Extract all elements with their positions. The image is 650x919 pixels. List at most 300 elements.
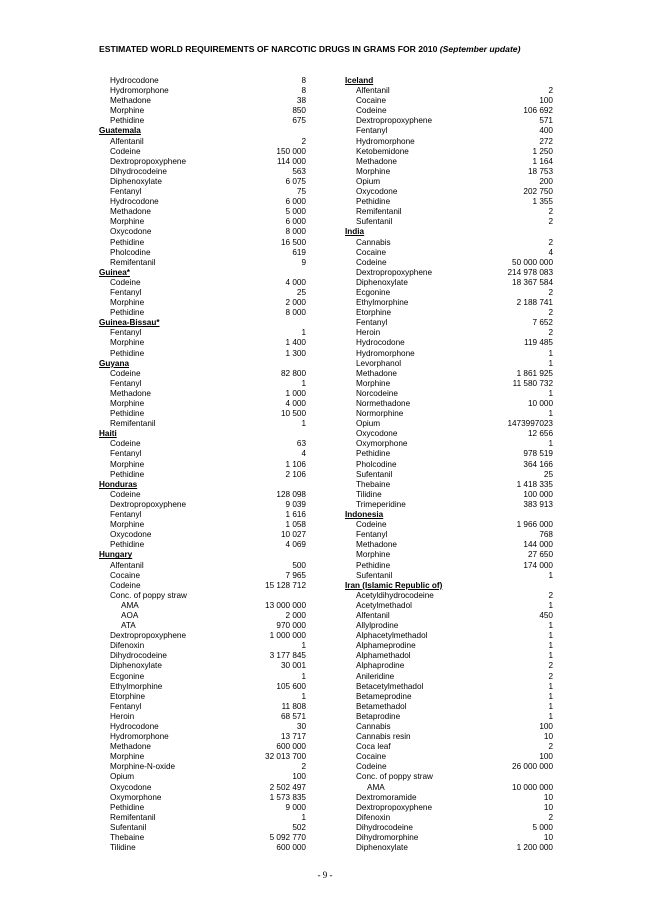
- country-name: Guyana: [99, 358, 130, 368]
- drug-name: Difenoxin: [110, 641, 145, 651]
- requirement-value: 7 965: [285, 570, 306, 580]
- drug-row: [345, 379, 553, 389]
- drug-row: [345, 318, 553, 328]
- requirement-value: 2: [548, 237, 553, 247]
- drug-name: Heroin: [110, 711, 135, 721]
- drug-row: [99, 157, 306, 167]
- requirement-value: 100: [292, 772, 306, 782]
- drug-row: [345, 500, 553, 510]
- drug-name: Pethidine: [356, 197, 391, 207]
- requirement-value: 1: [548, 600, 553, 610]
- drug-name: Methadone: [110, 207, 151, 217]
- drug-name: AMA: [121, 600, 139, 610]
- drug-name: Diphenoxylate: [356, 277, 408, 287]
- requirement-value: 1 200 000: [516, 843, 553, 853]
- drug-name: Coca leaf: [356, 742, 391, 752]
- drug-name: Ecgonine: [110, 671, 145, 681]
- requirement-value: 5 092 770: [269, 833, 306, 843]
- drug-name: Hydrocodone: [356, 338, 405, 348]
- requirement-value: 1473997023: [507, 419, 553, 429]
- drug-name: Dihydrocodeine: [110, 166, 167, 176]
- requirement-value: 11 808: [281, 701, 306, 711]
- requirement-value: 1 573 835: [269, 792, 306, 802]
- requirement-value: 2: [548, 207, 553, 217]
- title-emphasis: (September update): [439, 44, 521, 54]
- drug-row: [99, 611, 306, 621]
- requirement-value: 10 000 000: [512, 782, 553, 792]
- requirement-value: 4 000: [285, 399, 306, 408]
- requirement-value: 10 027: [280, 530, 306, 540]
- drug-name: Dextropropoxyphene: [110, 499, 187, 509]
- drug-name: Oxycodone: [356, 187, 398, 197]
- drug-name: Codeine: [110, 368, 141, 378]
- requirement-value: 7 652: [532, 318, 553, 328]
- drug-row: [99, 187, 306, 197]
- drug-name: Pethidine: [110, 802, 145, 812]
- drug-name: Morphine: [356, 378, 391, 388]
- drug-row: [99, 449, 306, 459]
- requirement-value: 1: [548, 348, 553, 358]
- drug-name: Oxycodone: [110, 530, 152, 540]
- drug-name: Hydromorphone: [110, 732, 169, 742]
- requirement-value: 600 000: [276, 843, 306, 853]
- requirement-value: 850: [292, 106, 306, 116]
- drug-name: Etorphine: [356, 308, 392, 318]
- drug-row: [99, 288, 306, 298]
- drug-name: Alphacetylmethadol: [356, 631, 428, 641]
- drug-row: [99, 116, 306, 126]
- country-heading: [99, 126, 306, 136]
- drug-row: [345, 530, 553, 540]
- drug-row: [345, 520, 553, 530]
- requirement-value: 13 000 000: [265, 600, 306, 610]
- requirement-value: 2: [548, 287, 553, 297]
- requirement-value: 1 355: [532, 197, 553, 207]
- drug-name: Morphine: [110, 338, 145, 348]
- drug-name: Opium: [110, 772, 135, 782]
- drug-row: [345, 460, 553, 470]
- drug-name: Cannabis: [356, 237, 391, 247]
- requirement-value: 768: [539, 530, 553, 540]
- drug-row: [99, 702, 306, 712]
- requirement-value: 1: [301, 419, 306, 429]
- requirement-value: 100: [539, 752, 553, 762]
- drug-row: [345, 298, 553, 308]
- drug-row: [345, 439, 553, 449]
- title-main: ESTIMATED WORLD REQUIREMENTS OF NARCOTIC DRUGS IN GRAMS FOR 2010: [99, 44, 440, 54]
- drug-row: [99, 661, 306, 671]
- drug-name: Morphine: [356, 166, 391, 176]
- drug-row: [99, 651, 306, 661]
- drug-row: [99, 571, 306, 581]
- drug-row: [345, 328, 553, 338]
- drug-name: Fentanyl: [110, 701, 142, 711]
- drug-row: [345, 571, 553, 581]
- drug-name: Pethidine: [356, 560, 391, 570]
- drug-name: Sufentanil: [110, 822, 147, 832]
- drug-row: [345, 258, 553, 268]
- drug-name: Morphine: [356, 550, 391, 560]
- drug-row: [345, 409, 553, 419]
- drug-row: [345, 833, 553, 843]
- requirement-value: 16 500: [280, 237, 306, 247]
- drug-name: Betaprodine: [356, 711, 401, 721]
- drug-row: [99, 349, 306, 359]
- left-column: [99, 76, 306, 853]
- requirement-value: 27 650: [527, 550, 553, 560]
- requirement-value: 30: [296, 722, 306, 731]
- drug-row: [345, 591, 553, 601]
- requirement-value: 1: [548, 570, 553, 580]
- requirement-value: 25: [543, 469, 553, 479]
- country-heading: [99, 480, 306, 490]
- requirement-value: 1: [548, 439, 553, 449]
- drug-name: Ethylmorphine: [356, 298, 409, 308]
- drug-row: [99, 238, 306, 248]
- drug-name: ATA: [121, 621, 136, 631]
- requirement-value: 8: [301, 76, 306, 85]
- drug-row: [99, 419, 306, 429]
- requirement-value: 174 000: [523, 560, 553, 570]
- requirement-value: 4 069: [285, 540, 306, 550]
- requirement-value: 2 188 741: [516, 298, 553, 308]
- drug-row: [99, 581, 306, 591]
- drug-name: Pethidine: [110, 237, 145, 247]
- drug-name: Morphine: [110, 399, 145, 408]
- right-column: [345, 76, 553, 853]
- drug-row: [99, 389, 306, 399]
- drug-row: [99, 803, 306, 813]
- drug-row: [99, 833, 306, 843]
- requirement-value: 1 966 000: [516, 520, 553, 530]
- drug-row: [345, 752, 553, 762]
- requirement-value: 1: [301, 328, 306, 338]
- requirement-value: 5 000: [285, 207, 306, 217]
- drug-name: Dextropropoxyphene: [356, 116, 433, 126]
- drug-name: Pethidine: [110, 116, 145, 126]
- drug-name: Hydromorphone: [356, 348, 415, 358]
- drug-row: [345, 692, 553, 702]
- requirement-value: 502: [292, 822, 306, 832]
- drug-name: Dihydromorphine: [356, 833, 419, 843]
- country-heading: [345, 227, 553, 237]
- drug-row: [345, 732, 553, 742]
- drug-name: Morphine: [110, 298, 145, 308]
- drug-row: [345, 661, 553, 671]
- requirement-value: 1 058: [285, 520, 306, 530]
- requirement-value: 2 106: [285, 469, 306, 479]
- requirement-value: 1: [548, 388, 553, 398]
- requirement-value: 10: [543, 792, 553, 802]
- requirement-value: 5 000: [532, 822, 553, 832]
- drug-name: Dextropropoxyphene: [356, 802, 433, 812]
- requirement-value: 114 000: [277, 156, 306, 166]
- requirement-value: 500: [292, 560, 306, 570]
- drug-name: Pholcodine: [356, 459, 397, 469]
- drug-name: Norcodeine: [356, 388, 398, 398]
- drug-name: Codeine: [356, 257, 387, 267]
- drug-name: Sufentanil: [356, 469, 393, 479]
- drug-row: [345, 742, 553, 752]
- drug-row: [99, 530, 306, 540]
- drug-name: Methadone: [110, 388, 151, 398]
- drug-name: Ethylmorphine: [110, 681, 163, 691]
- drug-row: [99, 591, 306, 601]
- drug-row: [345, 712, 553, 722]
- drug-name: Morphine: [110, 217, 145, 227]
- requirement-value: 2: [548, 308, 553, 318]
- drug-name: Conc. of poppy straw: [356, 772, 433, 782]
- requirement-value: 100: [539, 96, 553, 106]
- drug-name: Diphenoxylate: [110, 661, 162, 671]
- drug-name: Betamethadol: [356, 701, 407, 711]
- drug-row: [99, 106, 306, 116]
- drug-name: Cannabis: [356, 722, 391, 731]
- requirement-value: 2: [548, 742, 553, 752]
- country-name: Iran (Islamic Republic of): [345, 580, 443, 590]
- drug-row: [99, 813, 306, 823]
- requirement-value: 2: [548, 590, 553, 600]
- country-name: Indonesia: [345, 510, 384, 520]
- drug-row: [345, 490, 553, 500]
- drug-row: [345, 268, 553, 278]
- country-name: Iceland: [345, 76, 374, 85]
- drug-row: [99, 772, 306, 782]
- requirement-value: 1 000: [285, 388, 306, 398]
- drug-row: [99, 197, 306, 207]
- drug-name: Remifentanil: [356, 207, 402, 217]
- drug-row: [99, 470, 306, 480]
- drug-name: Ecgonine: [356, 287, 391, 297]
- requirement-value: 38: [296, 96, 306, 106]
- drug-name: Methadone: [356, 540, 397, 550]
- drug-name: Alfentanil: [356, 86, 390, 96]
- drug-name: Sufentanil: [356, 570, 393, 580]
- country-name: Hungary: [99, 550, 133, 560]
- requirement-value: 9 000: [285, 802, 306, 812]
- drug-name: Pethidine: [110, 409, 145, 419]
- drug-name: Fentanyl: [110, 378, 142, 388]
- drug-name: Levorphanol: [356, 358, 402, 368]
- drug-row: [99, 823, 306, 833]
- requirement-value: 2 000: [285, 298, 306, 308]
- requirement-value: 970 000: [276, 621, 306, 631]
- requirement-value: 119 485: [524, 338, 553, 348]
- drug-name: Remifentanil: [110, 257, 156, 267]
- drug-name: Diphenoxylate: [356, 843, 408, 853]
- drug-row: [345, 157, 553, 167]
- drug-row: [99, 207, 306, 217]
- requirement-value: 2: [301, 136, 306, 146]
- drug-name: Opium: [356, 176, 381, 186]
- requirement-value: 2: [548, 86, 553, 96]
- requirement-value: 1: [548, 701, 553, 711]
- requirement-value: 200: [539, 176, 553, 186]
- requirement-value: 32 013 700: [265, 752, 306, 762]
- drug-row: [99, 338, 306, 348]
- drug-row: [99, 369, 306, 379]
- requirement-value: 82 800: [280, 368, 306, 378]
- drug-name: Pethidine: [110, 308, 145, 318]
- requirement-value: 2: [548, 328, 553, 338]
- requirement-value: 619: [292, 247, 306, 257]
- drug-name: Dextromoramide: [356, 792, 417, 802]
- requirement-value: 450: [539, 610, 553, 620]
- country-name: Guinea-Bissau*: [99, 318, 160, 328]
- drug-row: [99, 641, 306, 651]
- drug-name: Allylprodine: [356, 621, 399, 631]
- drug-row: [99, 278, 306, 288]
- requirement-value: 1: [301, 812, 306, 822]
- drug-name: Codeine: [110, 489, 141, 499]
- drug-row: [345, 641, 553, 651]
- requirement-value: 150 000: [276, 146, 306, 156]
- requirement-value: 75: [296, 187, 306, 197]
- requirement-value: 1: [548, 681, 553, 691]
- drug-name: Anileridine: [356, 671, 395, 681]
- requirement-value: 144 000: [523, 540, 553, 550]
- drug-row: [345, 86, 553, 96]
- drug-row: [99, 783, 306, 793]
- requirement-value: 15 128 712: [265, 580, 306, 590]
- drug-name: Sufentanil: [356, 217, 393, 227]
- drug-row: [345, 359, 553, 369]
- drug-row: [345, 783, 553, 793]
- requirement-value: 10: [543, 833, 553, 843]
- requirement-value: 6 000: [285, 217, 306, 227]
- requirement-value: 68 571: [280, 711, 306, 721]
- drug-row: [345, 702, 553, 712]
- drug-row: [345, 823, 553, 833]
- drug-row: [99, 248, 306, 258]
- requirement-value: 106 692: [523, 106, 553, 116]
- drug-row: [345, 147, 553, 157]
- drug-row: [99, 298, 306, 308]
- drug-name: Betameprodine: [356, 691, 412, 701]
- drug-row: [345, 601, 553, 611]
- drug-name: Codeine: [356, 106, 387, 116]
- requirement-value: 6 075: [285, 176, 306, 186]
- drug-row: [99, 137, 306, 147]
- drug-name: Fentanyl: [110, 449, 142, 459]
- drug-name: Trimeperidine: [356, 499, 406, 509]
- drug-name: Morphine: [110, 752, 145, 762]
- requirement-value: 8: [301, 86, 306, 96]
- country-heading: [99, 429, 306, 439]
- requirement-value: 272: [539, 136, 553, 146]
- drug-name: Alphaprodine: [356, 661, 405, 671]
- requirement-value: 1: [548, 358, 553, 368]
- drug-name: Betacetylmethadol: [356, 681, 424, 691]
- drug-row: [99, 793, 306, 803]
- requirement-value: 675: [292, 116, 306, 126]
- drug-row: [345, 561, 553, 571]
- requirement-value: 10 500: [280, 409, 306, 419]
- drug-row: [99, 86, 306, 96]
- drug-row: [99, 601, 306, 611]
- requirement-value: 1 418 335: [516, 479, 553, 489]
- drug-row: [345, 187, 553, 197]
- country-name: Guinea*: [99, 267, 130, 277]
- requirement-value: 2: [548, 671, 553, 681]
- drug-name: Morphine: [110, 459, 145, 469]
- requirement-value: 30 001: [280, 661, 306, 671]
- drug-row: [99, 328, 306, 338]
- drug-name: Pholcodine: [110, 247, 151, 257]
- drug-row: [345, 278, 553, 288]
- requirement-value: 18 367 584: [512, 277, 553, 287]
- requirement-value: 9 039: [285, 499, 306, 509]
- drug-row: [345, 651, 553, 661]
- requirement-value: 1 106: [285, 459, 306, 469]
- drug-name: Dihydrocodeine: [110, 651, 167, 661]
- drug-row: [99, 722, 306, 732]
- requirement-value: 1 616: [285, 510, 306, 520]
- requirement-value: 10: [543, 732, 553, 742]
- requirement-value: 4: [548, 247, 553, 257]
- requirement-value: 571: [539, 116, 553, 126]
- drug-name: Oxycodone: [110, 782, 152, 792]
- requirement-value: 2: [301, 762, 306, 772]
- requirement-value: 1 861 925: [516, 368, 553, 378]
- drug-row: [99, 227, 306, 237]
- drug-row: [345, 197, 553, 207]
- requirement-value: 2: [548, 217, 553, 227]
- drug-name: Fentanyl: [110, 287, 142, 297]
- drug-name: Hydrocodone: [110, 76, 159, 85]
- drug-row: [345, 308, 553, 318]
- drug-name: Cocaine: [110, 570, 141, 580]
- requirement-value: 128 098: [276, 489, 306, 499]
- requirement-value: 383 913: [523, 499, 553, 509]
- drug-name: Hydromorphone: [356, 136, 415, 146]
- drug-row: [99, 843, 306, 853]
- drug-row: [99, 439, 306, 449]
- drug-name: Fentanyl: [356, 126, 388, 136]
- drug-row: [99, 510, 306, 520]
- country-heading: [99, 359, 306, 369]
- drug-name: Codeine: [110, 146, 141, 156]
- requirement-value: 25: [296, 287, 306, 297]
- requirement-value: 1: [548, 631, 553, 641]
- requirement-value: 8 000: [285, 227, 306, 237]
- drug-row: [99, 96, 306, 106]
- drug-row: [99, 520, 306, 530]
- drug-row: [345, 106, 553, 116]
- drug-name: Remifentanil: [110, 419, 156, 429]
- requirement-value: 1: [548, 711, 553, 721]
- drug-row: [99, 76, 306, 86]
- drug-row: [99, 399, 306, 409]
- drug-name: Methadone: [110, 742, 151, 752]
- drug-row: [99, 167, 306, 177]
- drug-row: [99, 540, 306, 550]
- requirement-value: 50 000 000: [512, 257, 553, 267]
- country-heading: [345, 510, 553, 520]
- drug-name: Alphamethadol: [356, 651, 411, 661]
- drug-name: Alphameprodine: [356, 641, 416, 651]
- drug-row: [345, 550, 553, 560]
- requirement-value: 100: [539, 722, 553, 731]
- drug-name: Hydrocodone: [110, 722, 159, 731]
- drug-row: [99, 762, 306, 772]
- requirement-value: 12 656: [527, 429, 553, 439]
- drug-row: [345, 419, 553, 429]
- drug-name: Oxycodone: [110, 227, 152, 237]
- drug-name: Cocaine: [356, 96, 387, 106]
- drug-name: Oxycodone: [356, 429, 398, 439]
- drug-row: [99, 742, 306, 752]
